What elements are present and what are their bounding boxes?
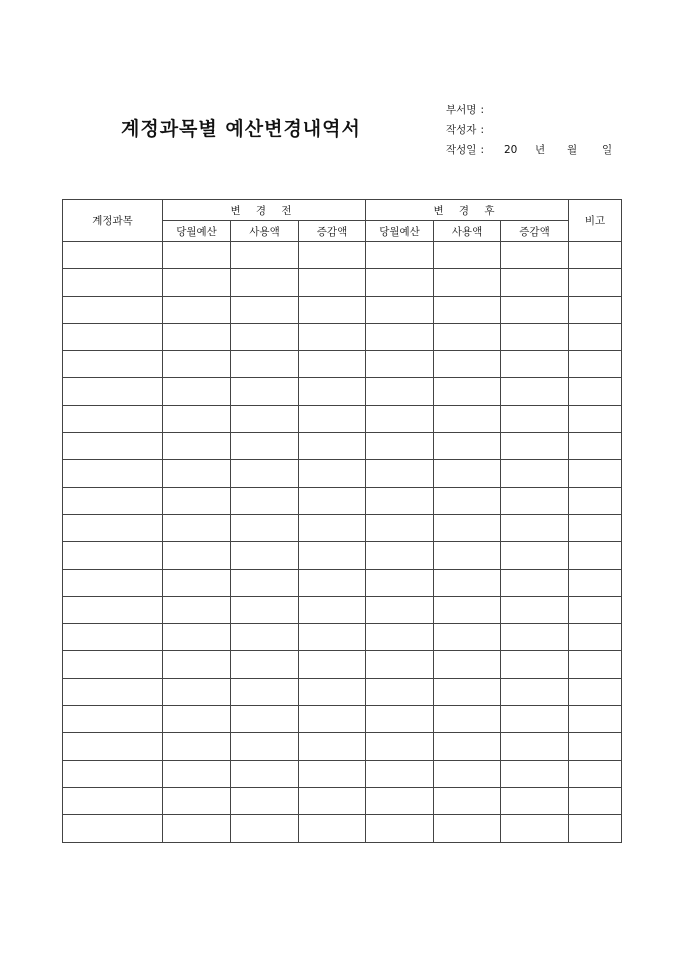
table-cell[interactable]	[501, 569, 569, 596]
table-row	[63, 706, 622, 733]
table-row	[63, 569, 622, 596]
table-cell[interactable]	[434, 678, 501, 705]
table-cell[interactable]	[231, 433, 299, 460]
date-month-unit: 월	[567, 144, 578, 156]
table-cell[interactable]	[569, 323, 622, 350]
table-cell[interactable]	[366, 296, 434, 323]
table-cell[interactable]	[501, 487, 569, 514]
table-cell[interactable]	[63, 242, 163, 269]
table-cell[interactable]	[163, 733, 231, 760]
table-cell[interactable]	[163, 296, 231, 323]
table-cell[interactable]	[63, 760, 163, 787]
table-cell[interactable]	[231, 787, 299, 814]
table-cell[interactable]	[299, 242, 366, 269]
table-cell[interactable]	[163, 542, 231, 569]
table-cell[interactable]	[299, 651, 366, 678]
table-cell[interactable]	[366, 405, 434, 432]
table-cell[interactable]	[366, 433, 434, 460]
table-cell[interactable]	[366, 787, 434, 814]
table-cell[interactable]	[434, 706, 501, 733]
author-label: 작성자	[446, 124, 477, 136]
table-row	[63, 542, 622, 569]
table-cell[interactable]	[299, 542, 366, 569]
table-cell[interactable]	[163, 242, 231, 269]
table-cell[interactable]	[231, 460, 299, 487]
table-cell[interactable]	[501, 378, 569, 405]
table-cell[interactable]	[501, 815, 569, 842]
table-cell[interactable]	[434, 624, 501, 651]
table-cell[interactable]	[501, 514, 569, 541]
table-cell[interactable]	[231, 269, 299, 296]
table-cell[interactable]	[434, 378, 501, 405]
table-cell[interactable]	[63, 514, 163, 541]
table-row	[63, 733, 622, 760]
table-cell[interactable]	[366, 378, 434, 405]
table-cell[interactable]	[434, 815, 501, 842]
table-cell[interactable]	[366, 542, 434, 569]
table-cell[interactable]	[434, 569, 501, 596]
table-cell[interactable]	[231, 596, 299, 623]
table-cell[interactable]	[299, 378, 366, 405]
table-cell[interactable]	[163, 760, 231, 787]
table-cell[interactable]	[63, 269, 163, 296]
department-row	[446, 100, 626, 120]
table-cell[interactable]	[569, 678, 622, 705]
table-cell[interactable]	[63, 651, 163, 678]
table-cell[interactable]	[63, 733, 163, 760]
remarks-header: 비고	[569, 200, 622, 242]
table-cell[interactable]	[501, 242, 569, 269]
table-cell[interactable]	[501, 433, 569, 460]
table-cell[interactable]	[569, 787, 622, 814]
table-cell[interactable]	[231, 706, 299, 733]
table-cell[interactable]	[63, 405, 163, 432]
table-row	[63, 269, 622, 296]
table-row	[63, 787, 622, 814]
table-cell[interactable]	[163, 596, 231, 623]
table-cell[interactable]	[366, 242, 434, 269]
table-cell[interactable]	[434, 405, 501, 432]
table-cell[interactable]	[501, 733, 569, 760]
table-cell[interactable]	[231, 815, 299, 842]
table-cell[interactable]	[63, 378, 163, 405]
table-cell[interactable]	[366, 733, 434, 760]
table-cell[interactable]	[434, 487, 501, 514]
table-cell[interactable]	[434, 323, 501, 350]
table-cell[interactable]	[569, 433, 622, 460]
after-change-header: 변 경 후	[366, 200, 569, 221]
table-body	[63, 242, 622, 843]
table-cell[interactable]	[299, 596, 366, 623]
table-row	[63, 487, 622, 514]
table-cell[interactable]	[434, 460, 501, 487]
table-cell[interactable]	[569, 569, 622, 596]
table-cell[interactable]	[501, 269, 569, 296]
table-cell[interactable]	[163, 624, 231, 651]
table-cell[interactable]	[163, 569, 231, 596]
table-cell[interactable]	[434, 787, 501, 814]
table-cell[interactable]	[569, 460, 622, 487]
account-header: 계정과목	[63, 200, 163, 242]
table-row	[63, 651, 622, 678]
table-cell[interactable]	[231, 651, 299, 678]
table-cell[interactable]	[569, 405, 622, 432]
table-cell[interactable]	[63, 596, 163, 623]
table-cell[interactable]	[299, 351, 366, 378]
author-colon: :	[480, 124, 484, 136]
table-cell[interactable]	[569, 269, 622, 296]
table-cell[interactable]	[231, 296, 299, 323]
table-cell[interactable]	[366, 624, 434, 651]
table-cell[interactable]	[434, 542, 501, 569]
table-row	[63, 514, 622, 541]
table-row	[63, 242, 622, 269]
table-cell[interactable]	[501, 323, 569, 350]
table-cell[interactable]	[163, 433, 231, 460]
table-cell[interactable]	[366, 678, 434, 705]
table-cell[interactable]	[231, 624, 299, 651]
table-cell[interactable]	[501, 651, 569, 678]
table-cell[interactable]	[63, 706, 163, 733]
table-cell[interactable]	[299, 678, 366, 705]
table-cell[interactable]	[63, 569, 163, 596]
table-cell[interactable]	[163, 678, 231, 705]
table-row	[63, 678, 622, 705]
table-cell[interactable]	[569, 487, 622, 514]
table-cell[interactable]	[501, 760, 569, 787]
table-cell[interactable]	[63, 296, 163, 323]
table-cell[interactable]	[569, 542, 622, 569]
table-cell[interactable]	[434, 433, 501, 460]
table-cell[interactable]	[366, 596, 434, 623]
table-cell[interactable]	[366, 351, 434, 378]
table-cell[interactable]	[63, 433, 163, 460]
table-cell[interactable]	[231, 405, 299, 432]
table-cell[interactable]	[299, 514, 366, 541]
table-cell[interactable]	[231, 569, 299, 596]
table-cell[interactable]	[299, 433, 366, 460]
table-row	[63, 460, 622, 487]
table-cell[interactable]	[163, 269, 231, 296]
table-cell[interactable]	[366, 269, 434, 296]
document-title: 계정과목별 예산변경내역서	[121, 118, 361, 140]
table-cell[interactable]	[569, 760, 622, 787]
table-cell[interactable]	[366, 706, 434, 733]
table-cell[interactable]	[299, 296, 366, 323]
table-cell[interactable]	[63, 815, 163, 842]
table-cell[interactable]	[299, 569, 366, 596]
table-cell[interactable]	[501, 542, 569, 569]
table-cell[interactable]	[231, 378, 299, 405]
table-cell[interactable]	[163, 351, 231, 378]
table-cell[interactable]	[501, 351, 569, 378]
table-cell[interactable]	[163, 787, 231, 814]
table-cell[interactable]	[299, 787, 366, 814]
table-cell[interactable]	[299, 624, 366, 651]
table-cell[interactable]	[63, 787, 163, 814]
table-cell[interactable]	[163, 405, 231, 432]
table-cell[interactable]	[434, 296, 501, 323]
table-cell[interactable]	[163, 460, 231, 487]
table-cell[interactable]	[366, 460, 434, 487]
table-cell[interactable]	[299, 733, 366, 760]
table-cell[interactable]	[63, 323, 163, 350]
table-cell[interactable]	[366, 514, 434, 541]
table-cell[interactable]	[163, 323, 231, 350]
table-cell[interactable]	[299, 405, 366, 432]
table-cell[interactable]	[434, 269, 501, 296]
table-cell[interactable]	[501, 624, 569, 651]
table-cell[interactable]	[501, 296, 569, 323]
table-cell[interactable]	[569, 651, 622, 678]
budget-change-table	[62, 199, 622, 843]
table-cell[interactable]	[434, 596, 501, 623]
table-cell[interactable]	[299, 269, 366, 296]
table-cell[interactable]	[569, 378, 622, 405]
before-used-amount-header: 사용액	[231, 221, 299, 242]
table-cell[interactable]	[163, 651, 231, 678]
table-cell[interactable]	[299, 706, 366, 733]
table-cell[interactable]	[231, 323, 299, 350]
table-cell[interactable]	[63, 351, 163, 378]
table-row	[63, 815, 622, 842]
table-cell[interactable]	[231, 242, 299, 269]
table-cell[interactable]	[63, 460, 163, 487]
date-label: 작성일	[446, 144, 477, 156]
table-cell[interactable]	[434, 733, 501, 760]
table-cell[interactable]	[366, 760, 434, 787]
table-cell[interactable]	[569, 242, 622, 269]
table-cell[interactable]	[434, 514, 501, 541]
table-cell[interactable]	[501, 706, 569, 733]
date-day-unit: 일	[602, 144, 613, 156]
after-monthly-budget-header: 당월예산	[366, 221, 434, 242]
table-cell[interactable]	[501, 405, 569, 432]
date-colon: :	[480, 144, 484, 156]
table-row	[63, 351, 622, 378]
table-cell[interactable]	[366, 487, 434, 514]
table-cell[interactable]	[231, 760, 299, 787]
table-cell[interactable]	[299, 460, 366, 487]
author-row	[446, 120, 626, 140]
table-cell[interactable]	[299, 760, 366, 787]
table-cell[interactable]	[231, 487, 299, 514]
table-cell[interactable]	[231, 542, 299, 569]
table-cell[interactable]	[163, 514, 231, 541]
table-cell[interactable]	[434, 651, 501, 678]
date-row	[446, 140, 626, 160]
table-row	[63, 760, 622, 787]
table-cell[interactable]	[163, 706, 231, 733]
table-cell[interactable]	[569, 296, 622, 323]
date-year-unit: 년	[535, 144, 546, 156]
table-row	[63, 378, 622, 405]
table-cell[interactable]	[163, 487, 231, 514]
after-used-amount-header: 사용액	[434, 221, 501, 242]
before-monthly-budget-header: 당월예산	[163, 221, 231, 242]
table-cell[interactable]	[569, 815, 622, 842]
table-row	[63, 596, 622, 623]
department-label: 부서명	[446, 104, 477, 116]
before-change-header: 변 경 전	[163, 200, 366, 221]
table-row	[63, 296, 622, 323]
table-cell[interactable]	[366, 651, 434, 678]
table-cell[interactable]	[63, 542, 163, 569]
before-change-amount-header: 증감액	[299, 221, 366, 242]
table-cell[interactable]	[366, 323, 434, 350]
table-cell[interactable]	[231, 351, 299, 378]
table-cell[interactable]	[569, 514, 622, 541]
table-cell[interactable]	[501, 787, 569, 814]
table-cell[interactable]	[299, 487, 366, 514]
after-change-amount-header: 증감액	[501, 221, 569, 242]
table-cell[interactable]	[299, 323, 366, 350]
table-cell[interactable]	[501, 596, 569, 623]
table-row	[63, 405, 622, 432]
table-cell[interactable]	[366, 815, 434, 842]
table-cell[interactable]	[434, 351, 501, 378]
document-meta	[446, 100, 626, 160]
table-cell[interactable]	[163, 815, 231, 842]
table-cell[interactable]	[569, 706, 622, 733]
table-cell[interactable]	[569, 351, 622, 378]
table-cell[interactable]	[231, 733, 299, 760]
table-cell[interactable]	[299, 815, 366, 842]
date-year-prefix: 20	[504, 144, 518, 156]
table-row	[63, 433, 622, 460]
table-cell[interactable]	[501, 678, 569, 705]
table-cell[interactable]	[231, 514, 299, 541]
table-cell[interactable]	[434, 242, 501, 269]
table-cell[interactable]	[569, 596, 622, 623]
table-row	[63, 323, 622, 350]
table-cell[interactable]	[501, 460, 569, 487]
table-cell[interactable]	[366, 569, 434, 596]
table-cell[interactable]	[63, 624, 163, 651]
table-cell[interactable]	[569, 624, 622, 651]
table-row	[63, 624, 622, 651]
table-cell[interactable]	[63, 678, 163, 705]
table-cell[interactable]	[569, 733, 622, 760]
table-cell[interactable]	[163, 378, 231, 405]
department-colon: :	[480, 104, 484, 116]
table-cell[interactable]	[434, 760, 501, 787]
table-cell[interactable]	[63, 487, 163, 514]
table-cell[interactable]	[231, 678, 299, 705]
